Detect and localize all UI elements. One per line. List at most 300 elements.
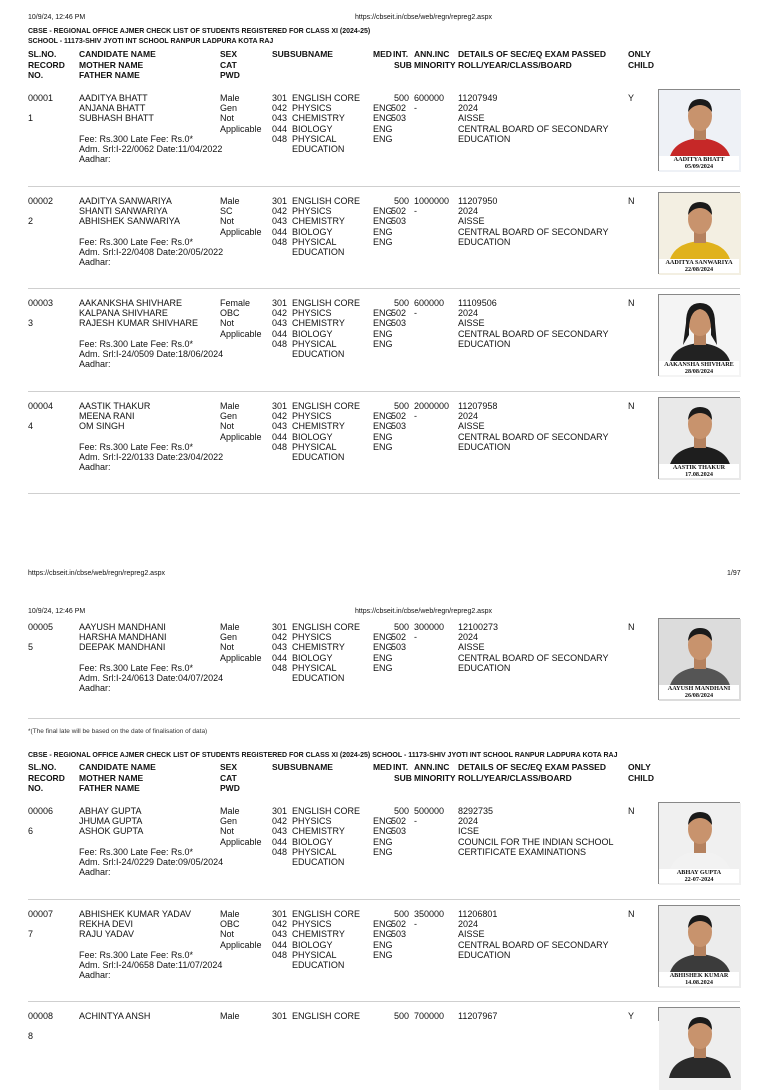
annual-income: 700000 <box>414 1011 445 1021</box>
subject-name: CHEMISTRY <box>292 113 345 124</box>
subject-medium: ENG <box>373 236 393 247</box>
table-header <box>0 49 768 83</box>
minority-value: - <box>414 919 417 930</box>
subject-medium: ENG <box>373 318 393 329</box>
fee-info: Fee: Rs.300 Late Fee: Rs.0* <box>79 338 194 349</box>
header-no: NO. <box>28 783 44 793</box>
serial-number: 5 <box>28 642 34 653</box>
mother-name: JHUMA GUPTA <box>79 816 143 827</box>
photo-portrait <box>659 1008 741 1090</box>
pwd-value-cont: Applicable <box>220 652 262 663</box>
int-value-3: 503 <box>391 318 407 329</box>
subject-name: BIOLOGY <box>292 431 333 442</box>
header-cat: CAT <box>220 59 237 70</box>
exam-year: 2024 <box>458 206 479 217</box>
print-timestamp-2: 10/9/24, 12:46 PM <box>28 608 86 615</box>
subject-name: PHYSICS <box>292 308 332 319</box>
aadhar-label: Aadhar: <box>79 359 111 370</box>
exam-board-cont: EDUCATION <box>458 662 511 673</box>
candidate-name: ABHISHEK KUMAR YADAV <box>79 909 192 919</box>
int-value-3: 503 <box>391 642 407 653</box>
category-value: OBC <box>220 919 240 930</box>
pwd-value: Not <box>220 929 235 940</box>
record-number: 00002 <box>28 196 54 206</box>
int-value-3: 503 <box>391 216 407 227</box>
roll-number: 11207950 <box>458 196 498 206</box>
pwd-value: Not <box>220 421 235 432</box>
report-title-2: CBSE - REGIONAL OFFICE AJMER CHECK LIST OF STUDENTS REGISTERED FOR CLASS XI (2024-25) SCHOOL - 11173-SHIV JYOTI INT SCHOOL RANPUR LADPURA KOTA RAJ <box>28 752 618 759</box>
int-value: 500 <box>394 298 410 308</box>
subject-name: BIOLOGY <box>292 939 333 950</box>
sex-value: Male <box>220 93 240 103</box>
subject-medium: ENG <box>373 441 393 452</box>
roll-number: 11207958 <box>458 401 498 411</box>
pwd-value-cont: Applicable <box>220 226 262 237</box>
subject-medium: ENG <box>373 206 393 217</box>
subject-code: 048 <box>272 236 288 247</box>
exam-year: 2024 <box>458 919 479 930</box>
fee-info: Fee: Rs.300 Late Fee: Rs.0* <box>79 949 194 960</box>
subject-name: BIOLOGY <box>292 123 333 134</box>
annual-income: 500000 <box>414 806 445 816</box>
subject-code: 044 <box>272 226 288 237</box>
record-number: 00006 <box>28 806 54 816</box>
subject-medium: ENG <box>373 652 393 663</box>
header-slno: SL.NO. <box>28 49 57 59</box>
header-slno: SL.NO. <box>28 762 57 772</box>
father-name: ABHISHEK SANWARIYA <box>79 216 181 227</box>
aadhar-label: Aadhar: <box>79 257 111 268</box>
student-photo <box>658 294 740 376</box>
subject-code: 301 <box>272 909 288 919</box>
subject-medium: ENG <box>373 929 393 940</box>
subject-code: 301 <box>272 196 288 206</box>
print-url[interactable]: https://cbseit.in/cbse/web/regn/repreg2.aspx <box>355 14 492 21</box>
student-photo <box>658 905 740 987</box>
record-number: 00004 <box>28 401 54 411</box>
sex-value: Male <box>220 909 240 919</box>
photo-caption-date: 17.08.2024 <box>659 471 739 478</box>
subject-name: ENGLISH CORE <box>292 298 361 308</box>
sex-value: Male <box>220 622 240 632</box>
subject-medium: ENG <box>373 216 393 227</box>
photo-caption-name: AADITYA SANWARIYA <box>659 259 739 266</box>
int-value: 500 <box>394 93 410 103</box>
subject-name: ENGLISH CORE <box>292 93 361 103</box>
header-sub: SUB <box>272 762 290 772</box>
subject-name: CHEMISTRY <box>292 421 345 432</box>
int-value: 500 <box>394 196 410 206</box>
subject-name: CHEMISTRY <box>292 216 345 227</box>
student-photo <box>658 397 740 479</box>
photo-caption-date: 05/09/2024 <box>659 163 739 170</box>
header-minority: MINORITY <box>414 772 456 783</box>
father-name: RAJESH KUMAR SHIVHARE <box>79 318 199 329</box>
header-record: RECORD <box>28 772 65 783</box>
admission-info: Adm. Srl:I-22/0133 Date:23/04/2022 <box>79 452 224 462</box>
roll-number: 11207967 <box>458 1011 498 1021</box>
footer-url[interactable]: https://cbseit.in/cbse/web/regn/repreg2.aspx <box>28 570 165 577</box>
subject-name: ENGLISH CORE <box>292 1011 361 1021</box>
roll-number: 11109506 <box>458 298 497 308</box>
photo-caption-date: 26/08/2024 <box>659 692 739 699</box>
exam-year: 2024 <box>458 632 479 643</box>
header-details: DETAILS OF SEC/EQ EXAM PASSED <box>458 762 606 772</box>
table-header-2 <box>0 762 768 796</box>
header-candidate-name: CANDIDATE NAME <box>79 762 156 772</box>
header-sex: SEX <box>220 762 238 772</box>
aadhar-label: Aadhar: <box>79 970 111 981</box>
subject-name: CHEMISTRY <box>292 929 345 940</box>
category-value: Gen <box>220 103 238 114</box>
exam-board: CENTRAL BOARD OF SECONDARY <box>458 123 609 134</box>
category-value: Gen <box>220 411 238 422</box>
subject-code: 044 <box>272 431 288 442</box>
subject-name: ENGLISH CORE <box>292 909 361 919</box>
category-value: Gen <box>220 816 238 827</box>
int-value-2: 502 <box>391 411 407 422</box>
subject-code: 048 <box>272 338 288 349</box>
header-sub: SUB <box>272 49 290 59</box>
exam-class: AISSE <box>458 216 485 227</box>
subject-name: ENGLISH CORE <box>292 806 361 816</box>
subject-code: 048 <box>272 133 288 144</box>
subject-name: PHYSICS <box>292 206 332 217</box>
subject-code: 042 <box>272 103 288 114</box>
student-photo <box>658 192 740 274</box>
mother-name: HARSHA MANDHANI <box>79 632 167 643</box>
exam-board-cont: EDUCATION <box>458 441 511 452</box>
subject-name: PHYSICAL <box>292 949 337 960</box>
subject-name: PHYSICAL <box>292 133 337 144</box>
admission-info: Adm. Srl:I-24/0509 Date:18/06/2024 <box>79 349 224 359</box>
subject-name: PHYSICAL <box>292 441 337 452</box>
fee-info: Fee: Rs.300 Late Fee: Rs.0* <box>79 441 194 452</box>
subject-name: BIOLOGY <box>292 652 333 663</box>
subject-name-cont: EDUCATION <box>292 857 345 867</box>
subject-code: 043 <box>272 826 288 837</box>
subject-code: 042 <box>272 816 288 827</box>
subject-medium: ENG <box>373 113 393 124</box>
print-url-2[interactable]: https://cbseit.in/cbse/web/regn/repreg2.aspx <box>355 608 492 615</box>
annual-income: 600000 <box>414 93 445 103</box>
header-med: MED <box>373 49 392 59</box>
subject-code: 043 <box>272 929 288 940</box>
subject-medium: ENG <box>373 328 393 339</box>
subject-code: 042 <box>272 206 288 217</box>
subject-code: 042 <box>272 919 288 930</box>
subject-code: 042 <box>272 411 288 422</box>
photo-caption-date: 14.08.2024 <box>659 979 739 986</box>
header-sub-medium: SUB <box>394 772 412 783</box>
int-value-2: 502 <box>391 103 407 114</box>
int-value-2: 502 <box>391 308 407 319</box>
subject-name-cont: EDUCATION <box>292 673 345 683</box>
subject-medium: ENG <box>373 421 393 432</box>
header-int: INT. <box>393 49 409 59</box>
photo-caption-date: 22-07-2024 <box>659 876 739 883</box>
header-candidate-name: CANDIDATE NAME <box>79 49 156 59</box>
subject-code: 043 <box>272 216 288 227</box>
subject-name: CHEMISTRY <box>292 642 345 653</box>
int-value-3: 503 <box>391 421 407 432</box>
print-timestamp: 10/9/24, 12:46 PM <box>28 14 86 21</box>
subject-medium: ENG <box>373 103 393 114</box>
annual-income: 350000 <box>414 909 445 919</box>
student-photo <box>658 1007 740 1021</box>
subject-name: BIOLOGY <box>292 226 333 237</box>
subject-medium: ENG <box>373 662 393 673</box>
header-pwd: PWD <box>220 70 240 80</box>
subject-name: PHYSICS <box>292 632 332 643</box>
header-med: MED <box>373 762 392 772</box>
record-number: 00007 <box>28 909 54 919</box>
subject-medium: ENG <box>373 632 393 643</box>
aadhar-label: Aadhar: <box>79 462 111 473</box>
record-number: 00005 <box>28 622 54 632</box>
pwd-value-cont: Applicable <box>220 123 262 134</box>
subject-name: PHYSICAL <box>292 662 337 673</box>
school-title: SCHOOL - 11173-SHIV JYOTI INT SCHOOL RANPUR LADPURA KOTA RAJ <box>28 38 274 45</box>
photo-caption-name: AAYUSH MANDHANI <box>659 685 739 692</box>
int-value-2: 502 <box>391 206 407 217</box>
subject-name: CHEMISTRY <box>292 318 345 329</box>
admission-info: Adm. Srl:I-24/0658 Date:11/07/2024 <box>79 960 223 970</box>
subject-name: PHYSICS <box>292 919 332 930</box>
header-subname: SUBNAME <box>290 762 333 772</box>
minority-value: - <box>414 411 417 422</box>
subject-name: PHYSICAL <box>292 338 337 349</box>
only-child-flag: N <box>628 196 635 206</box>
student-photo <box>658 802 740 884</box>
exam-board-cont: EDUCATION <box>458 949 511 960</box>
row-divider <box>28 1001 740 1002</box>
exam-class: AISSE <box>458 421 485 432</box>
roll-number: 11207949 <box>458 93 498 103</box>
subject-code: 043 <box>272 113 288 124</box>
header-no: NO. <box>28 70 44 80</box>
int-value-3: 503 <box>391 113 407 124</box>
minority-value: - <box>414 632 417 643</box>
father-name: DEEPAK MANDHANI <box>79 642 166 653</box>
int-value-2: 502 <box>391 816 407 827</box>
category-value: SC <box>220 206 233 217</box>
aadhar-label: Aadhar: <box>79 683 111 694</box>
annual-income: 600000 <box>414 298 445 308</box>
exam-class: AISSE <box>458 929 485 940</box>
minority-value: - <box>414 308 417 319</box>
row-divider <box>28 288 740 289</box>
subject-code: 044 <box>272 939 288 950</box>
page-number: 1/97 <box>727 570 741 577</box>
father-name: SUBHASH BHATT <box>79 113 154 124</box>
header-only: ONLY <box>628 49 651 59</box>
int-value: 500 <box>394 622 410 632</box>
header-child: CHILD <box>628 772 654 783</box>
subject-code: 048 <box>272 949 288 960</box>
exam-board-cont: CERTIFICATE EXAMINATIONS <box>458 846 587 857</box>
int-value-2: 502 <box>391 632 407 643</box>
int-value: 500 <box>394 909 410 919</box>
admission-info: Adm. Srl:I-24/0229 Date:09/05/2024 <box>79 857 224 867</box>
subject-code: 048 <box>272 846 288 857</box>
student-photo <box>658 89 740 171</box>
subject-name: PHYSICS <box>292 103 332 114</box>
sex-value: Male <box>220 1011 240 1021</box>
candidate-name: AADITYA BHATT <box>79 93 148 103</box>
serial-number: 1 <box>28 113 34 124</box>
mother-name: ANJANA BHATT <box>79 103 146 114</box>
photo-caption-date: 28/08/2024 <box>659 368 739 375</box>
subject-code: 043 <box>272 318 288 329</box>
pwd-value: Not <box>220 113 235 124</box>
exam-board-cont: EDUCATION <box>458 236 511 247</box>
int-value: 500 <box>394 401 410 411</box>
subject-code: 044 <box>272 836 288 847</box>
serial-number: 4 <box>28 421 34 432</box>
row-divider <box>28 186 740 187</box>
exam-year: 2024 <box>458 411 479 422</box>
int-value-2: 502 <box>391 919 407 930</box>
subject-code: 301 <box>272 806 288 816</box>
header-cat: CAT <box>220 772 237 783</box>
photo-caption-name: ABHAY GUPTA <box>659 869 739 876</box>
int-value: 500 <box>394 806 410 816</box>
record-number: 00001 <box>28 93 54 103</box>
subject-medium: ENG <box>373 836 393 847</box>
father-name: RAJU YADAV <box>79 929 135 940</box>
photo-caption-date: 22/08/2024 <box>659 266 739 273</box>
only-child-flag: N <box>628 622 635 632</box>
only-child-flag: N <box>628 806 635 816</box>
header-mother-name: MOTHER NAME <box>79 59 144 70</box>
pwd-value: Not <box>220 642 235 653</box>
roll-number: 11206801 <box>458 909 498 919</box>
subject-name: ENGLISH CORE <box>292 401 361 411</box>
category-value: Gen <box>220 632 238 643</box>
report-title: CBSE - REGIONAL OFFICE AJMER CHECK LIST OF STUDENTS REGISTERED FOR CLASS XI (2024-25) <box>28 28 371 35</box>
subject-medium: ENG <box>373 816 393 827</box>
sex-value: Male <box>220 806 240 816</box>
minority-value: - <box>414 206 417 217</box>
admission-info: Adm. Srl:I-24/0613 Date:04/07/2024 <box>79 673 224 683</box>
subject-code: 042 <box>272 632 288 643</box>
header-father-name: FATHER NAME <box>79 70 140 80</box>
exam-board-cont: EDUCATION <box>458 133 511 144</box>
int-value-3: 503 <box>391 826 407 837</box>
sex-value: Female <box>220 298 251 308</box>
header-mother-name: MOTHER NAME <box>79 772 144 783</box>
header-roll-board: ROLL/YEAR/CLASS/BOARD <box>458 59 572 70</box>
subject-name: PHYSICS <box>292 816 332 827</box>
subject-medium: ENG <box>373 308 393 319</box>
pwd-value-cont: Applicable <box>220 836 262 847</box>
fee-info: Fee: Rs.300 Late Fee: Rs.0* <box>79 133 194 144</box>
pwd-value: Not <box>220 216 235 227</box>
subject-medium: ENG <box>373 949 393 960</box>
exam-class: AISSE <box>458 113 485 124</box>
serial-number: 6 <box>28 826 34 837</box>
candidate-name: AASTIK THAKUR <box>79 401 151 411</box>
exam-board: CENTRAL BOARD OF SECONDARY <box>458 226 609 237</box>
header-roll-board: ROLL/YEAR/CLASS/BOARD <box>458 772 572 783</box>
pwd-value-cont: Applicable <box>220 939 262 950</box>
minority-value: - <box>414 103 417 114</box>
only-child-flag: Y <box>628 93 635 103</box>
subject-medium: ENG <box>373 642 393 653</box>
fee-info: Fee: Rs.300 Late Fee: Rs.0* <box>79 662 194 673</box>
annual-income: 1000000 <box>414 196 450 206</box>
header-subname: SUBNAME <box>290 49 333 59</box>
father-name: ASHOK GUPTA <box>79 826 144 837</box>
subject-code: 043 <box>272 642 288 653</box>
annual-income: 300000 <box>414 622 445 632</box>
pwd-value-cont: Applicable <box>220 431 262 442</box>
int-value: 500 <box>394 1011 410 1021</box>
subject-name-cont: EDUCATION <box>292 960 345 970</box>
subject-medium: ENG <box>373 338 393 349</box>
subject-code: 048 <box>272 441 288 452</box>
subject-name: BIOLOGY <box>292 328 333 339</box>
subject-name: BIOLOGY <box>292 836 333 847</box>
exam-board-cont: EDUCATION <box>458 338 511 349</box>
subject-medium: ENG <box>373 431 393 442</box>
record-number: 00008 <box>28 1011 54 1021</box>
subject-name-cont: EDUCATION <box>292 452 345 462</box>
subject-code: 048 <box>272 662 288 673</box>
header-child: CHILD <box>628 59 654 70</box>
candidate-name: AAYUSH MANDHANI <box>79 622 166 632</box>
exam-class: AISSE <box>458 642 485 653</box>
only-child-flag: N <box>628 909 635 919</box>
subject-name: PHYSICS <box>292 411 332 422</box>
subject-medium: ENG <box>373 939 393 950</box>
exam-board: CENTRAL BOARD OF SECONDARY <box>458 431 609 442</box>
student-photo <box>658 618 740 700</box>
father-name: OM SINGH <box>79 421 125 432</box>
subject-name-cont: EDUCATION <box>292 247 345 257</box>
header-annual-income: ANN.INC <box>414 762 450 772</box>
exam-board: COUNCIL FOR THE INDIAN SCHOOL <box>458 836 614 847</box>
subject-code: 301 <box>272 622 288 632</box>
admission-info: Adm. Srl:I-22/0408 Date:20/05/2022 <box>79 247 224 257</box>
candidate-name: AAKANKSHA SHIVHARE <box>79 298 183 308</box>
aadhar-label: Aadhar: <box>79 154 111 165</box>
serial-number: 3 <box>28 318 34 329</box>
subject-name-cont: EDUCATION <box>292 144 345 154</box>
header-annual-income: ANN.INC <box>414 49 450 59</box>
subject-name: PHYSICAL <box>292 846 337 857</box>
subject-name: ENGLISH CORE <box>292 196 361 206</box>
subject-code: 044 <box>272 123 288 134</box>
serial-number: 7 <box>28 929 34 940</box>
pwd-value-cont: Applicable <box>220 328 262 339</box>
subject-medium: ENG <box>373 133 393 144</box>
category-value: OBC <box>220 308 240 319</box>
photo-caption-name: AADITYA BHATT <box>659 156 739 163</box>
fee-info: Fee: Rs.300 Late Fee: Rs.0* <box>79 846 194 857</box>
subject-code: 044 <box>272 652 288 663</box>
header-record: RECORD <box>28 59 65 70</box>
header-pwd: PWD <box>220 783 240 793</box>
only-child-flag: Y <box>628 1011 635 1021</box>
row-divider <box>28 718 740 719</box>
subject-medium: ENG <box>373 826 393 837</box>
pwd-value: Not <box>220 318 235 329</box>
subject-medium: ENG <box>373 123 393 134</box>
int-value-3: 503 <box>391 929 407 940</box>
row-divider <box>28 899 740 900</box>
